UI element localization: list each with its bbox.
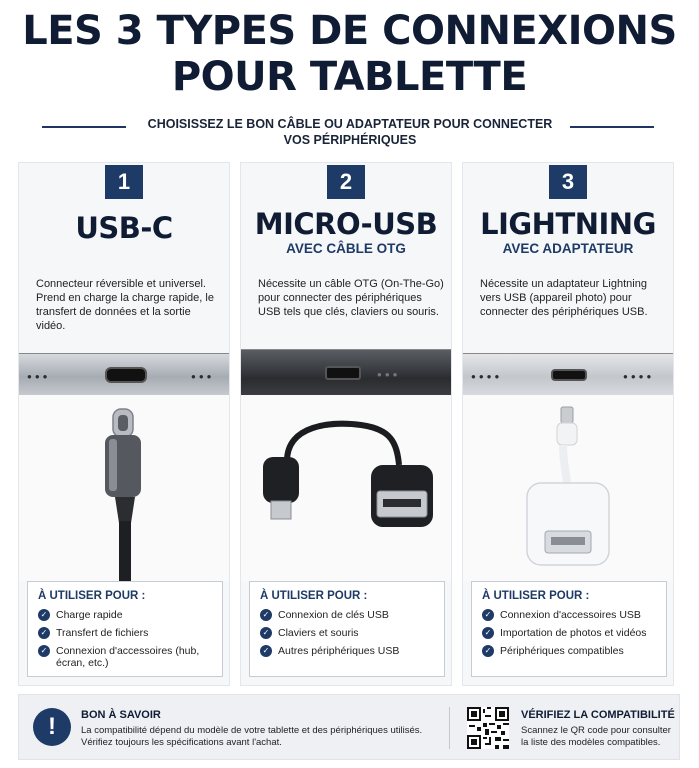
usb-c-port-icon <box>105 367 147 383</box>
qr-title: VÉRIFIEZ LA COMPATIBILITÉ <box>521 709 675 721</box>
check-icon: ✓ <box>482 627 494 639</box>
title-line-2: POUR TABLETTE <box>171 54 528 100</box>
check-icon: ✓ <box>260 609 272 621</box>
footer <box>18 694 680 760</box>
info-title: BON À SAVOIR <box>81 709 161 721</box>
card-number: 3 <box>549 165 587 199</box>
page-title <box>0 8 699 100</box>
card-description: Nécessite un câble OTG (On-The-Go) pour connecter des périphériques USB tels que clés, claviers ou souris. <box>258 278 444 318</box>
card-title: LIGHTNING <box>480 207 656 241</box>
left-rule <box>42 126 126 128</box>
qr-code-icon[interactable] <box>467 707 509 749</box>
info-icon: ! <box>33 708 71 746</box>
usb-c-port-photo <box>19 353 229 397</box>
card-lightning <box>462 162 674 686</box>
card-number: 2 <box>327 165 365 199</box>
subtitle-block <box>0 116 699 152</box>
lightning-port-photo <box>463 353 673 397</box>
qr-text: Scannez le QR code pour consulter la liste des modèles compatibles. <box>521 725 671 748</box>
speaker-dots-icon: ●●● <box>377 370 401 379</box>
list-item: ✓ Autres périphériques USB <box>260 645 434 657</box>
info-text: La compatibilité dépend du modèle de votre tablette et des périphériques utilisés. Vérifiez toujours les spécifications avant l'achat. <box>81 725 423 748</box>
otg-cable-image <box>241 395 451 581</box>
card-usb-c <box>18 162 230 686</box>
check-icon: ✓ <box>260 627 272 639</box>
speaker-dots-icon: ●●●● <box>623 372 655 381</box>
card-description: Nécessite un adaptateur Lightning vers USB (appareil photo) pour connecter des périphériques USB. <box>480 278 648 318</box>
lightning-adapter-image <box>463 395 673 581</box>
use-box <box>471 581 667 677</box>
subtitle <box>135 116 565 148</box>
card-title: MICRO-USB <box>254 207 438 241</box>
speaker-dots-icon: ●●● <box>27 372 51 381</box>
otg-cable-icon <box>241 395 452 581</box>
card-subtitle: AVEC CÂBLE OTG <box>286 241 406 256</box>
right-rule <box>570 126 654 128</box>
footer-divider <box>449 707 450 749</box>
usb-c-cable-image <box>19 395 229 581</box>
check-icon: ✓ <box>260 645 272 657</box>
use-box <box>249 581 445 677</box>
use-box <box>27 581 223 677</box>
list-item: ✓ Charge rapide <box>38 609 212 621</box>
card-subtitle: AVEC ADAPTATEUR <box>502 241 634 256</box>
micro-usb-port-photo <box>241 349 451 399</box>
check-icon: ✓ <box>38 645 50 657</box>
title-line-1: LES 3 TYPES DE CONNEXIONS <box>22 8 677 54</box>
card-number: 1 <box>105 165 143 199</box>
list-item: ✓ Transfert de fichiers <box>38 627 212 639</box>
subtitle-line-2: VOS PÉRIPHÉRIQUES <box>283 133 417 147</box>
list-item: ✓ Claviers et souris <box>260 627 434 639</box>
check-icon: ✓ <box>482 609 494 621</box>
usb-c-cable-icon <box>19 395 230 581</box>
check-icon: ✓ <box>482 645 494 657</box>
lightning-adapter-icon <box>463 395 674 581</box>
micro-usb-port-icon <box>325 366 361 380</box>
list-item: ✓ Connexion d'accessoires (hub, écran, etc.) <box>38 645 212 669</box>
check-icon: ✓ <box>38 627 50 639</box>
card-title: USB-C <box>75 211 173 245</box>
use-title: À UTILISER POUR : <box>482 590 590 602</box>
subtitle-line-1: CHOISISSEZ LE BON CÂBLE OU ADAPTATEUR POUR CONNECTER <box>147 117 553 131</box>
list-item: ✓ Importation de photos et vidéos <box>482 627 656 639</box>
list-item: ✓ Connexion d'accessoires USB <box>482 609 656 621</box>
check-icon: ✓ <box>38 609 50 621</box>
speaker-dots-icon: ●●●● <box>471 372 503 381</box>
speaker-dots-icon: ●●● <box>191 372 215 381</box>
use-title: À UTILISER POUR : <box>38 590 146 602</box>
use-title: À UTILISER POUR : <box>260 590 368 602</box>
card-micro-usb <box>240 162 452 686</box>
card-description: Connecteur réversible et universel. Prend en charge la charge rapide, le transfert de données et la sortie vidéo. <box>36 278 214 332</box>
list-item: ✓ Périphériques compatibles <box>482 645 656 657</box>
list-item: ✓ Connexion de clés USB <box>260 609 434 621</box>
lightning-port-icon <box>551 369 587 381</box>
